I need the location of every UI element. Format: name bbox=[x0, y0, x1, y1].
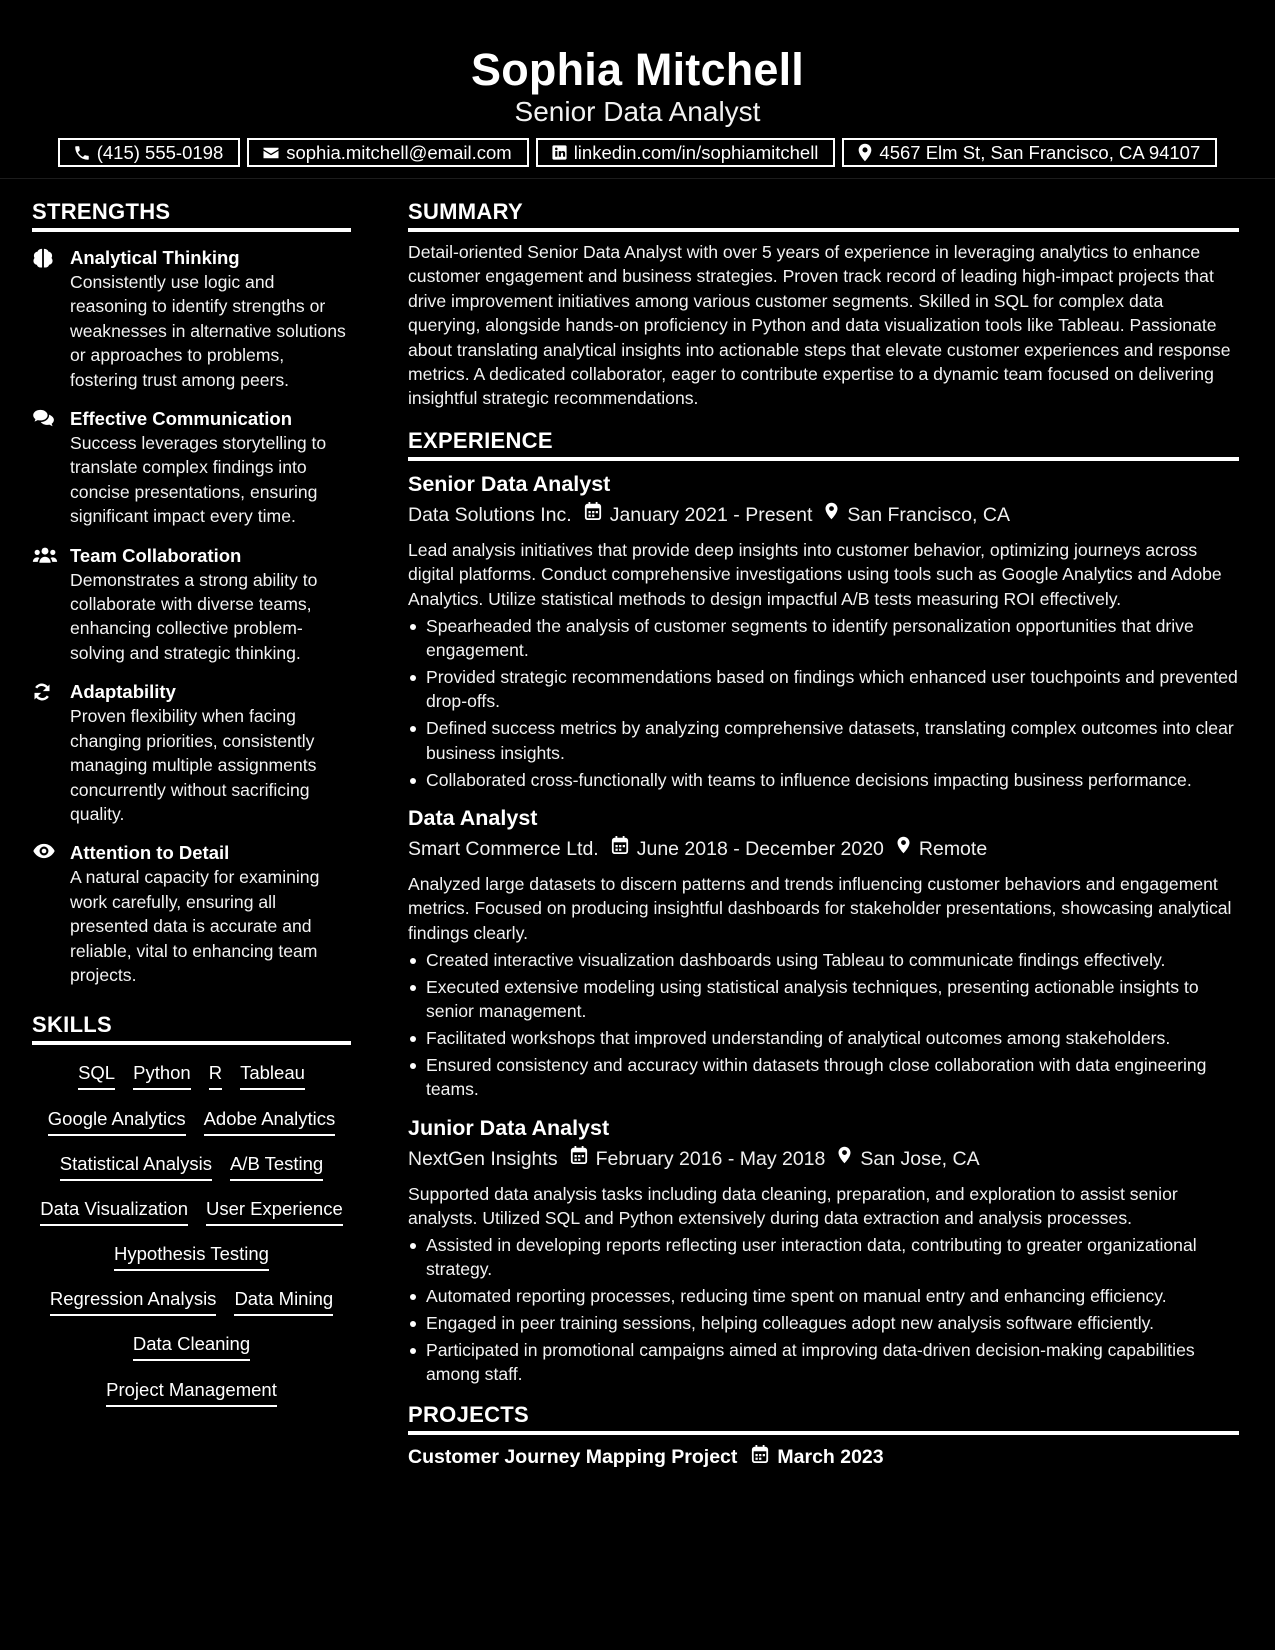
contact-phone-text: (415) 555-0198 bbox=[96, 141, 224, 163]
sync-icon bbox=[32, 680, 70, 826]
map-pin-icon bbox=[824, 499, 847, 531]
users-icon bbox=[32, 544, 70, 666]
strength-item bbox=[32, 544, 351, 666]
strength-title: Attention to Detail bbox=[70, 842, 230, 864]
job-entry bbox=[408, 803, 1239, 1102]
job-company: Smart Commerce Ltd. bbox=[408, 837, 599, 860]
job-meta bbox=[408, 1143, 1239, 1175]
job-bullets bbox=[408, 614, 1239, 792]
contact-address-text: 4567 Elm St, San Francisco, CA 94107 bbox=[879, 141, 1201, 163]
contact-linkedin-text: linkedin.com/in/sophiamitchell bbox=[573, 141, 819, 163]
job-description: Analyzed large datasets to discern patterns and trends influencing customer behaviors and engagement metrics. Focused on producing insightful dashboards for stakeholder presentations, showcasing analytical findings clearly. bbox=[408, 873, 1232, 943]
strength-description: Consistently use logic and reasoning to identify strengths or weaknesses in alternative solutions or approaches to problems, fostering trust among peers. bbox=[70, 272, 346, 390]
skill-tag: SQL bbox=[78, 1061, 115, 1090]
strength-description: A natural capacity for examining work carefully, ensuring all presented data is accurate and reliable, vital to enhancing team projects. bbox=[70, 867, 320, 985]
job-location: Remote bbox=[918, 837, 988, 860]
skill-tag: Data Mining bbox=[234, 1287, 333, 1316]
skill-row bbox=[32, 1107, 351, 1152]
calendar-icon bbox=[570, 1143, 596, 1175]
calendar-icon bbox=[737, 1444, 777, 1471]
candidate-headline: Senior Data Analyst bbox=[514, 96, 761, 127]
experience-section bbox=[408, 425, 1239, 1387]
skill-tag: Google Analytics bbox=[48, 1107, 186, 1136]
map-pin-icon bbox=[837, 1143, 860, 1175]
job-location: San Jose, CA bbox=[860, 1147, 980, 1170]
strengths-heading: STRENGTHS bbox=[32, 196, 351, 232]
job-title: Data Analyst bbox=[408, 805, 538, 830]
project-date: March 2023 bbox=[777, 1446, 884, 1469]
skill-row bbox=[32, 1378, 351, 1423]
project-title: Customer Journey Mapping Project bbox=[408, 1446, 738, 1469]
map-pin-icon bbox=[857, 143, 873, 162]
strength-title: Adaptability bbox=[70, 681, 176, 703]
calendar-icon bbox=[611, 833, 637, 865]
skills-list bbox=[32, 1061, 351, 1423]
job-dates: January 2021 - Present bbox=[609, 503, 813, 526]
projects-section bbox=[408, 1399, 1239, 1471]
experience-heading: EXPERIENCE bbox=[408, 425, 1239, 461]
skill-tag: R bbox=[209, 1061, 222, 1090]
skill-tag: Hypothesis Testing bbox=[114, 1242, 269, 1271]
skill-tag: Python bbox=[133, 1061, 191, 1090]
envelope-icon bbox=[262, 144, 280, 162]
brain-icon bbox=[32, 246, 70, 392]
job-location: San Francisco, CA bbox=[847, 503, 1010, 526]
job-description: Supported data analysis tasks including data cleaning, preparation, and exploration to assist senior analysts. Utilized SQL and Python extensively during data extraction and analysis processes. bbox=[408, 1183, 1178, 1228]
skill-tag: Project Management bbox=[106, 1378, 277, 1407]
right-column bbox=[408, 196, 1239, 1471]
calendar-icon bbox=[584, 499, 610, 531]
skill-row bbox=[32, 1152, 351, 1197]
skill-tag: Data Visualization bbox=[40, 1197, 188, 1226]
job-meta bbox=[408, 499, 1239, 531]
strength-item bbox=[32, 246, 351, 392]
job-bullet: Provided strategic recommendations based on findings which enhanced user touchpoints and prevented drop-offs. bbox=[408, 665, 1239, 714]
resume-header bbox=[0, 0, 1275, 179]
strength-description: Proven flexibility when facing changing priorities, consistently managing multiple assignments concurrently without sacrificing quality. bbox=[70, 706, 317, 824]
contact-linkedin[interactable] bbox=[536, 138, 836, 167]
job-title: Junior Data Analyst bbox=[408, 1115, 610, 1140]
job-bullet: Spearheaded the analysis of customer segments to identify personalization opportunities that drive engagement. bbox=[408, 614, 1239, 663]
candidate-name: Sophia Mitchell bbox=[470, 44, 805, 95]
left-column bbox=[32, 196, 351, 1423]
strength-title: Analytical Thinking bbox=[70, 247, 240, 268]
skill-row bbox=[32, 1242, 351, 1287]
skill-tag: User Experience bbox=[206, 1197, 343, 1226]
job-bullet: Defined success metrics by analyzing comprehensive datasets, translating complex outcomes into clear business insights. bbox=[408, 716, 1239, 765]
job-bullet: Engaged in peer training sessions, helping colleagues adopt new analysis software efficiently. bbox=[408, 1311, 1239, 1335]
job-company: NextGen Insights bbox=[408, 1147, 558, 1170]
skill-row bbox=[32, 1332, 351, 1377]
job-bullet: Assisted in developing reports reflecting user interaction data, contributing to greater organizational strategy. bbox=[408, 1233, 1239, 1282]
contact-email[interactable] bbox=[247, 138, 528, 167]
summary-text: Detail-oriented Senior Data Analyst with over 5 years of experience in leveraging analytics to enhance customer engagement and business strategies. Proven track record of leading high-impact projects that drive improvement initiatives among various customer segments. Skilled in SQL for complex data querying, alongside hands-on proficiency in Python and data visualization tools like Tableau. Passionate about translating analytical insights into actionable steps that elevate customer experiences and response metrics. A dedicated collaborator, eager to contribute expertise to a dynamic team focused on delivering insightful strategic recommendations. bbox=[408, 242, 1231, 409]
job-bullet: Created interactive visualization dashboards using Tableau to communicate findings effectively. bbox=[408, 948, 1239, 972]
job-entry bbox=[408, 1113, 1239, 1387]
job-bullets bbox=[408, 948, 1239, 1102]
job-bullet: Collaborated cross-functionally with teams to influence decisions impacting business performance. bbox=[408, 768, 1239, 792]
comments-icon bbox=[32, 407, 70, 529]
job-bullet: Ensured consistency and accuracy within datasets through close collaboration with data engineering teams. bbox=[408, 1053, 1239, 1102]
skill-tag: Tableau bbox=[240, 1061, 305, 1090]
job-meta bbox=[408, 833, 1239, 865]
skills-heading: SKILLS bbox=[32, 1009, 351, 1045]
skill-tag: A/B Testing bbox=[230, 1152, 323, 1181]
project-entry bbox=[408, 1444, 1239, 1471]
job-entry bbox=[408, 469, 1239, 792]
job-bullet: Facilitated workshops that improved understanding of analytical outcomes among stakeholders. bbox=[408, 1026, 1239, 1050]
skill-tag: Data Cleaning bbox=[133, 1332, 250, 1361]
summary-heading: SUMMARY bbox=[408, 196, 1239, 232]
skill-row bbox=[32, 1061, 351, 1106]
job-bullet: Automated reporting processes, reducing time spent on manual entry and enhancing efficiency. bbox=[408, 1284, 1239, 1308]
strength-item bbox=[32, 841, 351, 987]
strength-description: Demonstrates a strong ability to collaborate with diverse teams, enhancing collective problem-solving and strategic thinking. bbox=[70, 569, 318, 663]
map-pin-icon bbox=[896, 833, 919, 865]
strength-title: Effective Communication bbox=[70, 408, 293, 430]
job-title: Senior Data Analyst bbox=[408, 471, 611, 496]
strength-title: Team Collaboration bbox=[70, 544, 242, 566]
contact-phone[interactable] bbox=[58, 138, 241, 167]
projects-heading: PROJECTS bbox=[408, 1399, 1239, 1435]
strengths-list bbox=[32, 246, 351, 987]
contact-email-text: sophia.mitchell@email.com bbox=[286, 141, 512, 163]
job-bullet: Participated in promotional campaigns aimed at improving data-driven decision-making capabilities among staff. bbox=[408, 1338, 1239, 1387]
linkedin-icon bbox=[551, 144, 568, 161]
job-dates: June 2018 - December 2020 bbox=[636, 837, 884, 860]
skill-row bbox=[32, 1197, 351, 1242]
contact-address[interactable] bbox=[842, 138, 1217, 167]
strength-item bbox=[32, 680, 351, 826]
strength-description: Success leverages storytelling to translate complex findings into concise presentations, ensuring significant impact every time. bbox=[70, 433, 327, 527]
job-description: Lead analysis initiatives that provide deep insights into customer behavior, optimizing journeys across digital platforms. Conduct comprehensive investigations using tools such as Google Analytics and Adobe Analytics. Utilize statistical methods to design impactful A/B tests measuring ROI effectively. bbox=[408, 539, 1222, 609]
skill-tag: Statistical Analysis bbox=[60, 1152, 212, 1181]
eye-icon bbox=[32, 841, 70, 987]
job-bullet: Executed extensive modeling using statistical analysis techniques, presenting actionable insights to senior management. bbox=[408, 975, 1239, 1024]
job-dates: February 2016 - May 2018 bbox=[595, 1147, 826, 1170]
skill-tag: Regression Analysis bbox=[50, 1287, 217, 1316]
phone-icon bbox=[73, 144, 91, 162]
skill-row bbox=[32, 1287, 351, 1332]
contact-bar bbox=[0, 138, 1275, 167]
job-bullets bbox=[408, 1233, 1239, 1387]
job-company: Data Solutions Inc. bbox=[408, 503, 572, 526]
skills-section bbox=[32, 1009, 351, 1423]
strength-item bbox=[32, 407, 351, 529]
summary-section bbox=[408, 196, 1239, 411]
skill-tag: Adobe Analytics bbox=[204, 1107, 336, 1136]
strengths-section bbox=[32, 196, 351, 987]
